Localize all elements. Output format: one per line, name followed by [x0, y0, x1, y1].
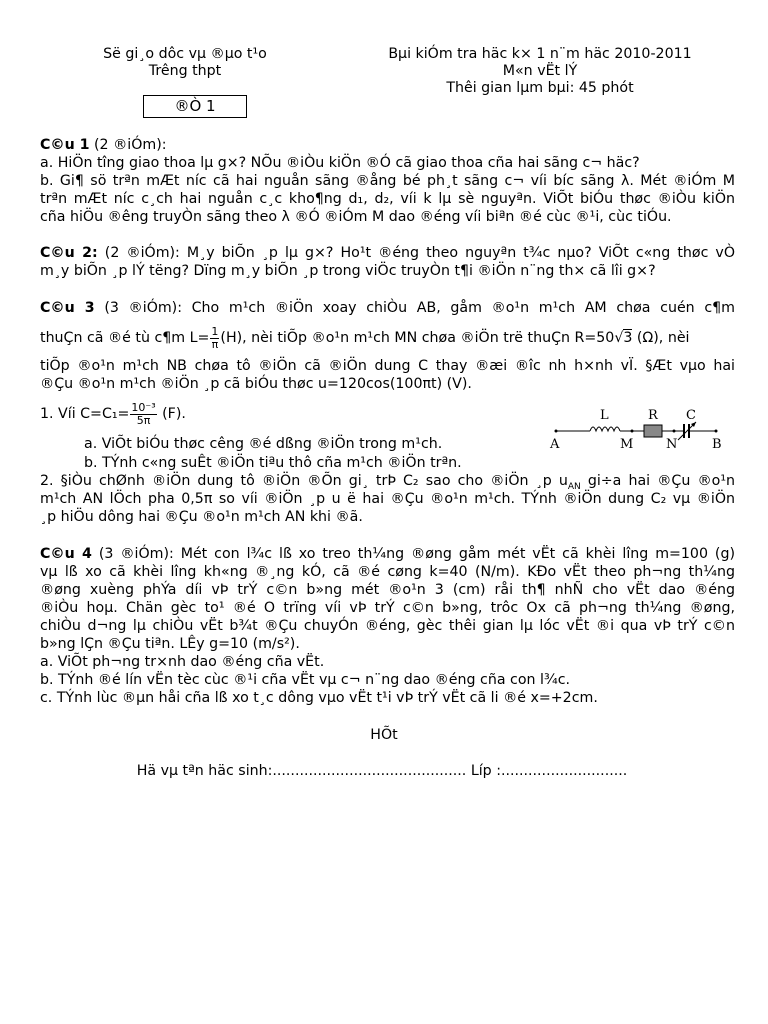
q4-line3: ®øng xuèng phÝa díi vÞ trÝ c©n b»ng mét ®o¹n 3 (cm) råi th¶ nhÑ cho vËt dao ®éng [40, 582, 735, 598]
q3-line3: tiÕp ®o¹n m¹ch NB chøa tô ®iÖn cã ®iÖn dung C thay ®æi ®îc nh h×nh vÏ. §Æt vµo hai [40, 358, 735, 374]
label-c: C [686, 408, 696, 423]
q1-label: C©u 1 [40, 137, 90, 153]
student-info-line: Hä vµ tªn häc sinh:........................................... Líp :............................ [136, 763, 628, 779]
label-r: R [648, 408, 658, 423]
q4-line1: C©u 4 (3 ®iÓm): Mét con l¾c lß xo treo th¼ng ®øng gåm mét vËt cã khèi lîng m=100 (g) [40, 546, 735, 562]
q1-b-line1: b. Gi¶ sö trªn mÆt níc cã hai nguån sãng ®ång bé ph¸t sãng c¬ víi bíc sãng λ. Mét ®iÓm M [40, 173, 735, 189]
q3-part1: 1. Víi C=C₁= $\frac{\text{10⁻³}}{5\pi}$ (F). [40, 400, 186, 427]
label-l: L [600, 408, 609, 423]
department-name: Së gi¸o dôc vµ ®µo t¹o [103, 46, 267, 62]
sqrt-symbol: √ [614, 330, 624, 346]
label-a: A [550, 437, 560, 452]
node-b [715, 430, 718, 433]
exam-header [360, 46, 720, 97]
node-m [631, 430, 634, 433]
q4-line2: vµ lß xo cã khèi lîng kh«ng ®¸ng kÓ, cã ®é cøng k=40 (N/m). KÐo vËt theo ph¬ng th¼ng [40, 564, 735, 580]
q3-part1-a: a. ViÕt biÓu thøc cêng ®é dßng ®iÖn trong m¹ch. [84, 436, 443, 452]
time-limit: Thêi gian lµm bµi: 45 phót [446, 80, 634, 96]
end-marker: HÕt [370, 727, 398, 743]
circuit-diagram [546, 402, 736, 452]
node-n [673, 430, 676, 433]
label-b: B [712, 437, 722, 452]
q3-part1-b: b. TÝnh c«ng suÊt ®iÖn tiªu thô cña m¹ch ®iÖn trªn. [84, 455, 462, 471]
label-n: N [666, 437, 678, 452]
exam-code-box: ®Ò 1 [143, 95, 247, 118]
q3-part2-line1: 2. §iÒu chØnh ®iÖn dung tô ®iÖn ®Õn gi¸ trÞ C₂ sao cho ®iÖn ¸p $u_{AN}$ gi÷a hai ®Çu ®o¹n [40, 473, 735, 492]
q1-a: a. HiÖn tîng giao thoa lµ g×? NÕu ®iÒu kiÖn ®Ó cã giao thoa cña hai sãng c¬ häc? [40, 155, 640, 171]
q2-line1: C©u 2: (2 ®iÓm): M¸y biÕn ¸p lµ g×? Ho¹t ®éng theo nguyªn t¾c nµo? ViÕt c«ng thøc vÒ [40, 245, 735, 261]
q4-line6: b»ng lÇn ®Çu tiªn. LÊy g=10 (m/s²). [40, 636, 300, 652]
q3-part2-line2: m¹ch AN lÖch pha 0,5π so víi ®iÖn ¸p u ë hai ®Çu ®o¹n m¹ch. TÝnh ®iÖn dung C₂ vµ ®iÖn [40, 491, 735, 507]
exam-title: Bµi kiÓm tra häc k× 1 n¨m häc 2010-2011 [388, 46, 692, 62]
q1-b-line2: trªn mÆt níc c¸ch hai nguån c¸c kho¶ng d₁, d₂, víi k lµ sè nguyªn. ViÕt biÓu thøc ®iÒu kiÖn [40, 191, 735, 207]
q3-line1: C©u 3 (3 ®iÓm): Cho m¹ch ®iÖn xoay chiÒu AB, gåm ®o¹n m¹ch AM chøa cuén c¶m [40, 300, 735, 316]
node-a [555, 430, 558, 433]
school-name: Trêng thpt [148, 63, 222, 79]
capacitance-fraction: $\frac{\text{10⁻³}}{5\pi}$ [131, 400, 156, 427]
q2-label: C©u 2: [40, 245, 98, 261]
q3-part2-line3: ¸p hiÖu dông hai ®Çu ®o¹n m¹ch AN khi ®ã. [40, 509, 363, 525]
q4-line5: chiÒu d¬ng lµ chiÒu vËt b¾t ®Çu chuyÓn ®éng, gèc thêi gian lµ lóc vËt ®i qua vÞ trÝ c©n [40, 618, 735, 634]
q4-line4: ®iÒu hoµ. Chän gèc to¹ ®é O trïng víi vÞ trÝ c©n b»ng, trôc Ox cã ph¬ng th¼ng ®øng, [40, 600, 735, 616]
q3-label: C©u 3 [40, 300, 95, 316]
resistor-symbol [644, 425, 662, 437]
q4-label: C©u 4 [40, 546, 92, 562]
q1-b-line3: cña hiÖu ®êng truyÒn sãng theo λ ®Ó ®iÓm M dao ®éng víi biªn ®é cùc ®¹i, cùc tiÓu. [40, 209, 672, 225]
q4-c: c. TÝnh lùc ®µn håi cña lß xo t¸c dông vµo vËt t¹i vÞ trÝ vËt cã li ®é x=+2cm. [40, 690, 598, 706]
school-header [70, 46, 300, 80]
inductance-fraction: $\frac{1}{\pi}$ [211, 324, 219, 351]
q4-a: a. ViÕt ph¬ng tr×nh dao ®éng cña vËt. [40, 654, 325, 670]
q2-line2: m¸y biÕn ¸p lÝ tëng? Dïng m¸y biÕn ¸p trong viÖc truyÒn t¶i ®iÖn n¨ng th× cã lîi g×? [40, 263, 656, 279]
q1-title: C©u 1 (2 ®iÓm): [40, 137, 167, 153]
subject: M«n vËt lÝ [502, 63, 578, 79]
q3-line2: thuÇn cã ®é tù c¶m L= $\frac{1}{\pi}$ (H), nèi tiÕp ®o¹n m¹ch MN chøa ®iÖn trë thuÇn R=50√3 (Ω), nèi [40, 324, 690, 351]
q4-b: b. TÝnh ®é lín vËn tèc cùc ®¹i cña vËt vµ c¬ n¨ng dao ®éng cña con l¾c. [40, 672, 571, 688]
inductor-symbol [590, 427, 620, 431]
q3-line4: ®Çu ®o¹n m¹ch ®iÖn ¸p cã biÓu thøc u=120cos(100πt) (V). [40, 376, 472, 392]
label-m: M [620, 437, 634, 452]
